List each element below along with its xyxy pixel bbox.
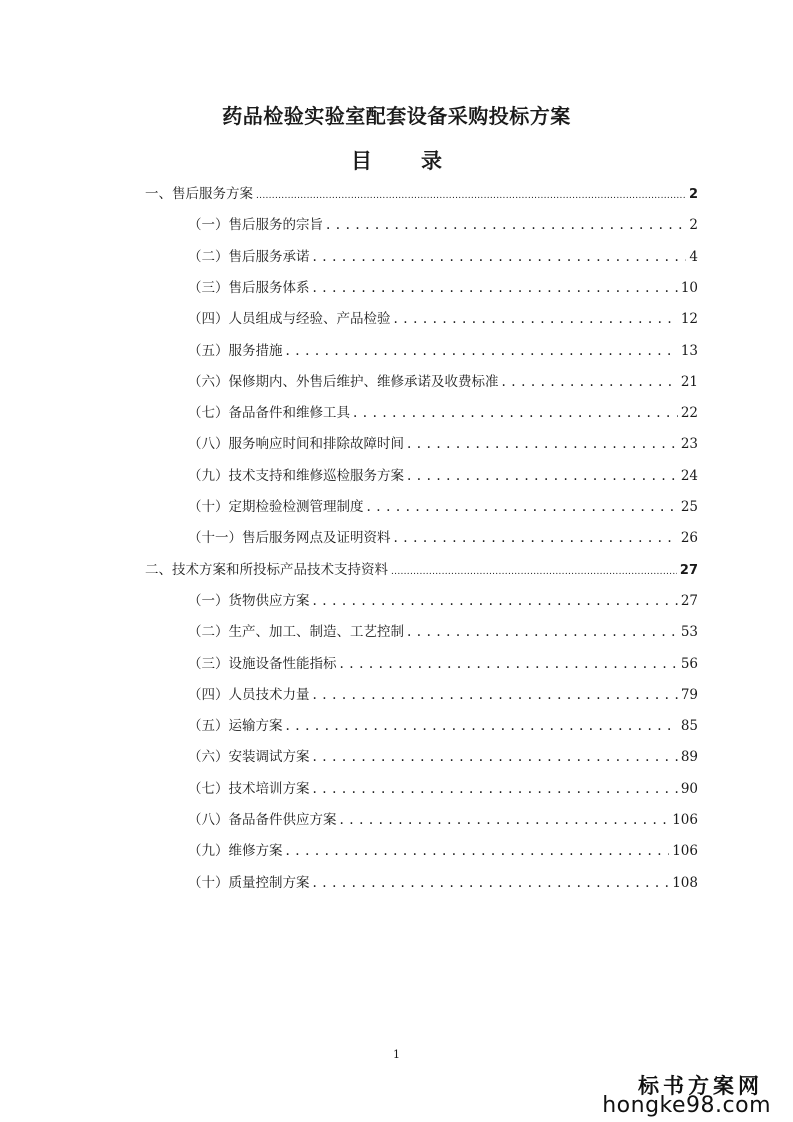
toc-dot-leader (313, 684, 678, 706)
toc-dot-leader (367, 496, 678, 518)
toc-dot-leader (353, 402, 678, 424)
watermark-url: hongke98.com (602, 1093, 771, 1118)
toc-dot-leader (286, 840, 670, 862)
toc-entry-title: （一）货物供应方案 (188, 592, 310, 609)
toc-entry-title: （七）备品备件和维修工具 (188, 405, 350, 422)
toc-entry-page-number: 10 (680, 279, 698, 296)
toc-entry-page-number: 21 (680, 373, 698, 390)
toc-entry-page-number: 4 (689, 248, 698, 265)
toc-entry-page-number: 2 (689, 217, 698, 234)
toc-subsection-entry[interactable] (188, 746, 698, 768)
toc-entry-title: （九）技术支持和维修巡检服务方案 (188, 467, 404, 484)
toc-subsection-entry[interactable] (188, 872, 698, 894)
toc-entry-page-number: 53 (680, 624, 698, 641)
toc-entry-title: （六）保修期内、外售后维护、维修承诺及收费标准 (188, 373, 499, 390)
toc-dot-leader (313, 590, 678, 612)
toc-entry-title: 一、售后服务方案 (145, 186, 253, 202)
toc-entry-title: （五）服务措施 (188, 342, 283, 359)
toc-dot-leader (407, 465, 678, 487)
toc-entry-page-number: 12 (680, 311, 698, 328)
toc-entry-page-number: 27 (679, 562, 698, 578)
toc-entry-page-number: 56 (680, 655, 698, 672)
toc-entry-title: （八）备品备件供应方案 (188, 812, 337, 828)
toc-entry-page-number: 27 (680, 592, 698, 609)
toc-dot-leader (391, 559, 677, 581)
toc-entry-title: （二）售后服务承诺 (188, 248, 310, 265)
toc-subsection-entry[interactable] (188, 214, 698, 236)
toc-dot-leader (326, 214, 686, 236)
toc-subsection-entry[interactable] (188, 433, 698, 455)
toc-subsection-entry[interactable] (188, 465, 698, 487)
page-number: 1 (393, 1048, 400, 1061)
toc-subsection-entry[interactable] (188, 621, 698, 643)
toc-entry-page-number: 89 (680, 749, 698, 766)
toc-dot-leader (313, 246, 687, 268)
toc-entry-title: （八）服务响应时间和排除故障时间 (188, 436, 404, 453)
toc-entry-page-number: 106 (672, 812, 698, 828)
toc-dot-leader (340, 653, 678, 675)
toc-dot-leader (407, 433, 678, 455)
toc-entry-title: （三）售后服务体系 (188, 279, 310, 296)
toc-entry-title: （九）维修方案 (188, 843, 283, 860)
toc-subsection-entry[interactable] (188, 402, 698, 424)
toc-dot-leader (313, 872, 670, 894)
toc-dot-leader (286, 340, 678, 362)
toc-entry-title: （四）人员组成与经验、产品检验 (188, 311, 391, 328)
toc-dot-leader (394, 308, 678, 330)
toc-entry-page-number: 90 (680, 780, 698, 797)
toc-subsection-entry[interactable] (188, 340, 698, 362)
toc-entry-title: （十）定期检验检测管理制度 (188, 499, 364, 515)
toc-entry-page-number: 106 (672, 843, 698, 860)
toc-subsection-entry[interactable] (188, 308, 698, 330)
toc-subsection-entry[interactable] (188, 715, 698, 737)
toc-subsection-entry[interactable] (188, 684, 698, 706)
toc-entry-title: （六）安装调试方案 (188, 749, 310, 766)
toc-entry-title: （五）运输方案 (188, 718, 283, 735)
toc-subsection-entry[interactable] (188, 527, 698, 549)
toc-subsection-entry[interactable] (188, 840, 698, 862)
toc-subsection-entry[interactable] (188, 246, 698, 268)
toc-dot-leader (286, 715, 678, 737)
toc-entry-page-number: 23 (680, 436, 698, 453)
toc-subsection-entry[interactable] (188, 653, 698, 675)
toc-section-entry[interactable] (145, 183, 698, 205)
toc-entry-page-number: 26 (680, 530, 698, 547)
toc-dot-leader (313, 778, 678, 800)
toc-entry-title: （二）生产、加工、制造、工艺控制 (188, 624, 404, 641)
toc-entry-page-number: 79 (680, 686, 698, 703)
toc-subsection-entry[interactable] (188, 590, 698, 612)
toc-subsection-entry[interactable] (188, 371, 698, 393)
toc-entry-page-number: 85 (680, 718, 698, 735)
toc-entry-title: （三）设施设备性能指标 (188, 655, 337, 672)
toc-subsection-entry[interactable] (188, 277, 698, 299)
toc-entry-page-number: 108 (672, 874, 698, 891)
toc-dot-leader (394, 527, 678, 549)
toc-entry-title: （十一）售后服务网点及证明资料 (188, 530, 391, 547)
toc-dot-leader (407, 621, 678, 643)
toc-dot-leader (502, 371, 678, 393)
toc-subsection-entry[interactable] (188, 809, 698, 831)
toc-entry-title: 二、技术方案和所投标产品技术支持资料 (145, 561, 388, 578)
toc-section-entry[interactable] (145, 559, 698, 581)
toc-entry-page-number: 2 (688, 187, 698, 202)
toc-entry-title: （四）人员技术力量 (188, 686, 310, 703)
toc-entry-page-number: 13 (680, 342, 698, 359)
document-title: 药品检验实验室配套设备采购投标方案 (222, 104, 571, 128)
watermark-brand: 标书方案网 (638, 1073, 763, 1098)
toc-dot-leader (313, 277, 678, 299)
toc-subsection-entry[interactable] (188, 778, 698, 800)
toc-dot-leader (340, 809, 670, 831)
toc-entry-title: （十）质量控制方案 (188, 874, 310, 891)
toc-heading: 目 录 (351, 149, 456, 173)
toc-dot-leader (313, 746, 678, 768)
toc-entry-title: （一）售后服务的宗旨 (188, 217, 323, 234)
toc-subsection-entry[interactable] (188, 496, 698, 518)
toc-entry-title: （七）技术培训方案 (188, 780, 310, 797)
toc-entry-page-number: 22 (680, 405, 698, 422)
toc-dot-leader (256, 183, 686, 205)
toc-entry-page-number: 25 (680, 499, 698, 515)
toc-entry-page-number: 24 (680, 467, 698, 484)
